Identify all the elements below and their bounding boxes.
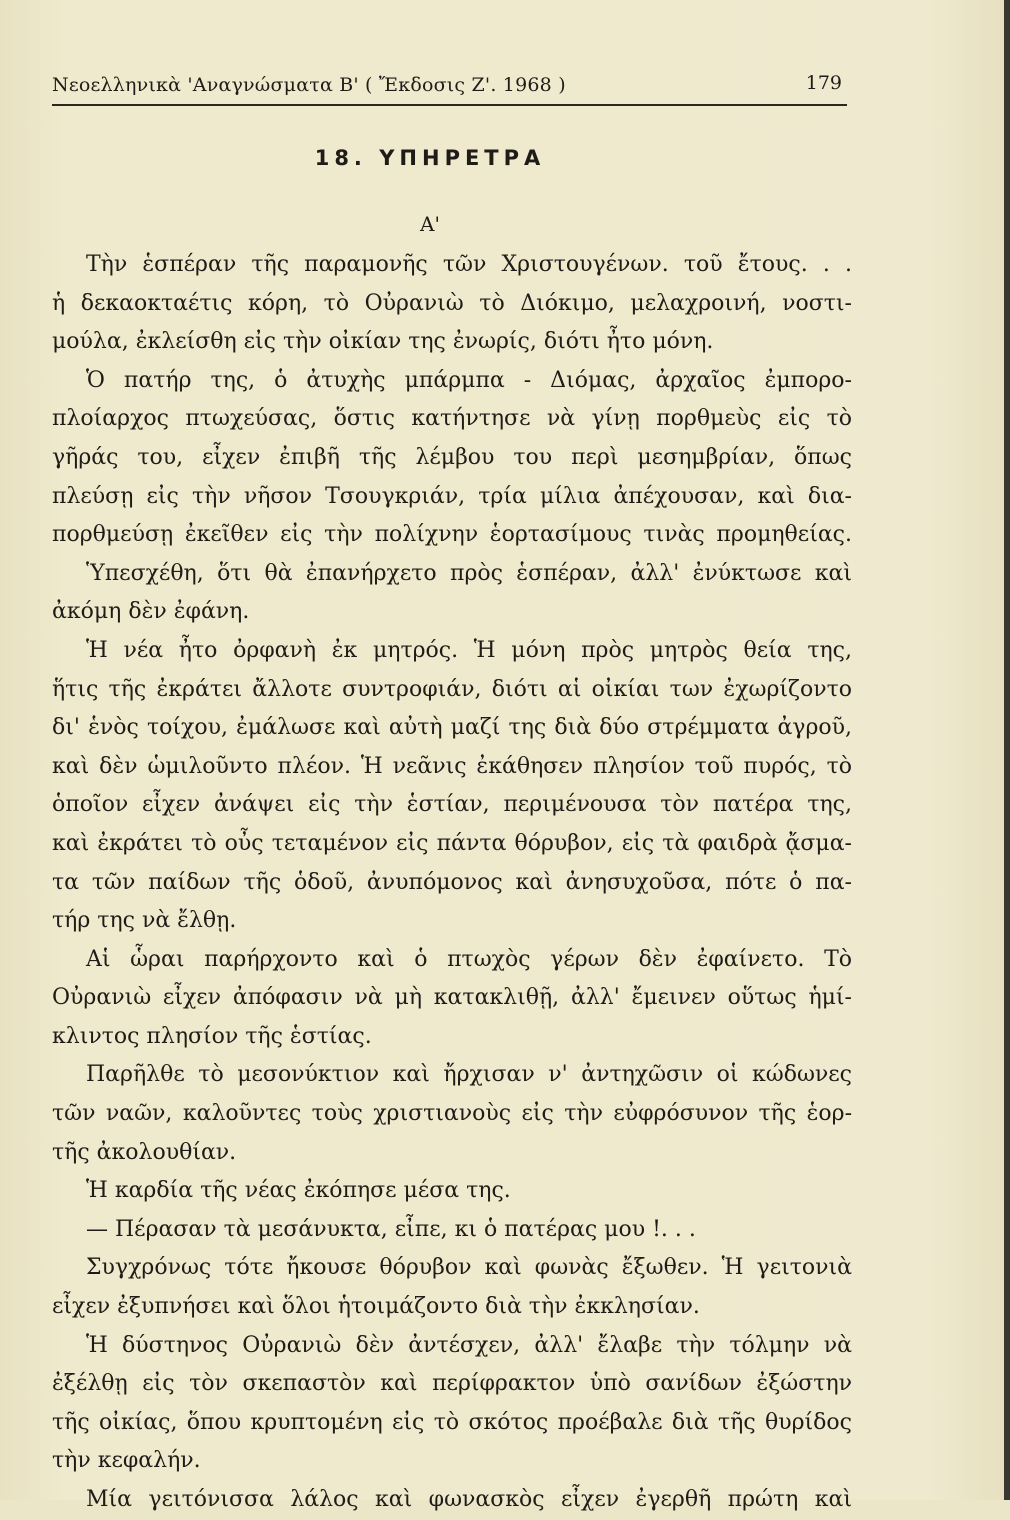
page-edge-shadow [1004,0,1010,1500]
text-line: Οὐρανιὼ εἶχεν ἀπόφασιν νὰ μὴ κατακλιθῇ, ἀλλ' ἔμεινεν οὕτως ἡμί- [52,985,852,1011]
text-line: τὴν κεφαλήν. [52,1448,201,1474]
text-line: ἡ δεκαοκταέτις κόρη, τὸ Οὐρανιὼ τὸ Διόκιμο, μελαχροινή, νοστι- [52,290,852,316]
text-line: Μία γειτόνισσα λάλος καὶ φωνασκὸς εἶχεν ἐγερθῆ πρώτη καὶ [86,1487,852,1512]
text-line: μούλα, ἐκλείσθη εἰς τὴν οἰκίαν της ἐνωρίς, διότι ἦτο μόνη. [52,329,714,355]
text-line: καὶ ἐκράτει τὸ οὖς τεταμένον εἰς πάντα θόρυβον, εἰς τὰ φαιδρὰ ᾄσμα- [52,830,852,856]
text-line: ἀκόμη δὲν ἐφάνη. [52,599,250,625]
text-line: Παρῆλθε τὸ μεσονύκτιον καὶ ἤρχισαν ν' ἀντηχῶσιν οἱ κώδωνες [86,1062,852,1088]
text-line: τῶν ναῶν, καλοῦντες τοὺς χριστιανοὺς εἰς τὴν εὐφρόσυνον τῆς ἑορ- [52,1101,852,1127]
running-title: Νεοελληνικὰ 'Αναγνώσματα Β' ( Ἔκδοσις Ζ'. 1968 ) [52,74,566,96]
text-line: τήρ της νὰ ἔλθῃ. [52,908,237,934]
section-marker: Α' [420,212,440,236]
text-line: γῆράς του, εἶχεν ἐπιβῆ τῆς λέμβου του περὶ μεσημβρίαν, ὅπως [52,444,852,470]
text-line: Τὴν ἑσπέραν τῆς παραμονῆς τῶν Χριστουγένων. τοῦ ἔτους. . . [86,252,852,277]
header-rule [52,104,847,106]
text-line: πορθμεύσῃ ἐκεῖθεν εἰς τὴν πολίχνην ἑορτασίμους τινὰς προμηθείας. [52,522,852,548]
page-number: 179 [805,72,842,94]
text-line: ὁποῖον εἶχεν ἀνάψει εἰς τὴν ἑστίαν, περιμένουσα τὸν πατέρα της, [52,792,852,818]
text-line: Ἡ καρδία τῆς νέας ἐκόπησε μέσα της. [86,1178,511,1204]
text-line: ἐξέλθῃ εἰς τὸν σκεπαστὸν καὶ περίφρακτον ὑπὸ σανίδων ἐξώστην [52,1371,852,1397]
text-line: ἥτις τῆς ἐκράτει ἄλλοτε συντροφιάν, διότι αἱ οἰκίαι των ἐχωρίζοντο [52,676,852,702]
text-line: — Πέρασαν τὰ μεσάνυκτα, εἶπε, κι ὁ πατέρας μου !. . . [86,1216,696,1242]
text-line: κλιντος πλησίον τῆς ἑστίας. [52,1023,372,1049]
text-line: Ὑπεσχέθη, ὅτι θὰ ἐπανήρχετο πρὸς ἑσπέραν, ἀλλ' ἐνύκτωσε καὶ [86,560,852,586]
text-line: τῆς οἰκίας, ὅπου κρυπτομένη εἰς τὸ σκότος προέβαλε διὰ τῆς θυρίδος [52,1409,852,1435]
text-line: Συγχρόνως τότε ἤκουσε θόρυβον καὶ φωνὰς ἔξωθεν. Ἡ γειτονιὰ [86,1255,852,1281]
text-line: Ὁ πατήρ της, ὁ ἀτυχὴς μπάρμπα - Διόμας, ἀρχαῖος ἐμπορο- [86,367,852,393]
text-line: τα τῶν παίδων τῆς ὁδοῦ, ἀνυπόμονος καὶ ἀνησυχοῦσα, πότε ὁ πα- [52,869,852,895]
text-line: Αἱ ὧραι παρήρχοντο καὶ ὁ πτωχὸς γέρων δὲν ἐφαίνετο. Τὸ [86,946,852,972]
text-line: καὶ δὲν ὡμιλοῦντο πλέον. Ἡ νεᾶνις ἐκάθησεν πλησίον τοῦ πυρός, τὸ [52,753,852,779]
running-head [52,74,842,104]
text-line: πλοίαρχος πτωχεύσας, ὅστις κατήντησε νὰ γίνῃ πορθμεὺς εἰς τὸ [52,406,852,432]
text-line: δι' ἑνὸς τοίχου, ἐμάλωσε καὶ αὐτὴ μαζί της διὰ δύο στρέμματα ἀγροῦ, [52,715,852,741]
text-line: εἶχεν ἐξυπνήσει καὶ ὅλοι ἡτοιμάζοντο διὰ τὴν ἐκκλησίαν. [52,1294,700,1320]
body-text [52,246,852,1520]
text-line: Ἡ νέα ἦτο ὀρφανὴ ἐκ μητρός. Ἡ μόνη πρὸς μητρὸς θεία της, [86,637,852,663]
text-line: τῆς ἀκολουθίαν. [52,1139,237,1165]
story-title: 18. ΥΠΗΡΕΤΡΑ [314,146,546,170]
text-line: πλεύσῃ εἰς τὴν νῆσον Τσουγκριάν, τρία μίλια ἀπέχουσαν, καὶ δια- [52,483,852,509]
text-line: Ἡ δύστηνος Οὐρανιὼ δὲν ἀντέσχεν, ἀλλ' ἔλαβε τὴν τόλμην νὰ [86,1332,852,1358]
